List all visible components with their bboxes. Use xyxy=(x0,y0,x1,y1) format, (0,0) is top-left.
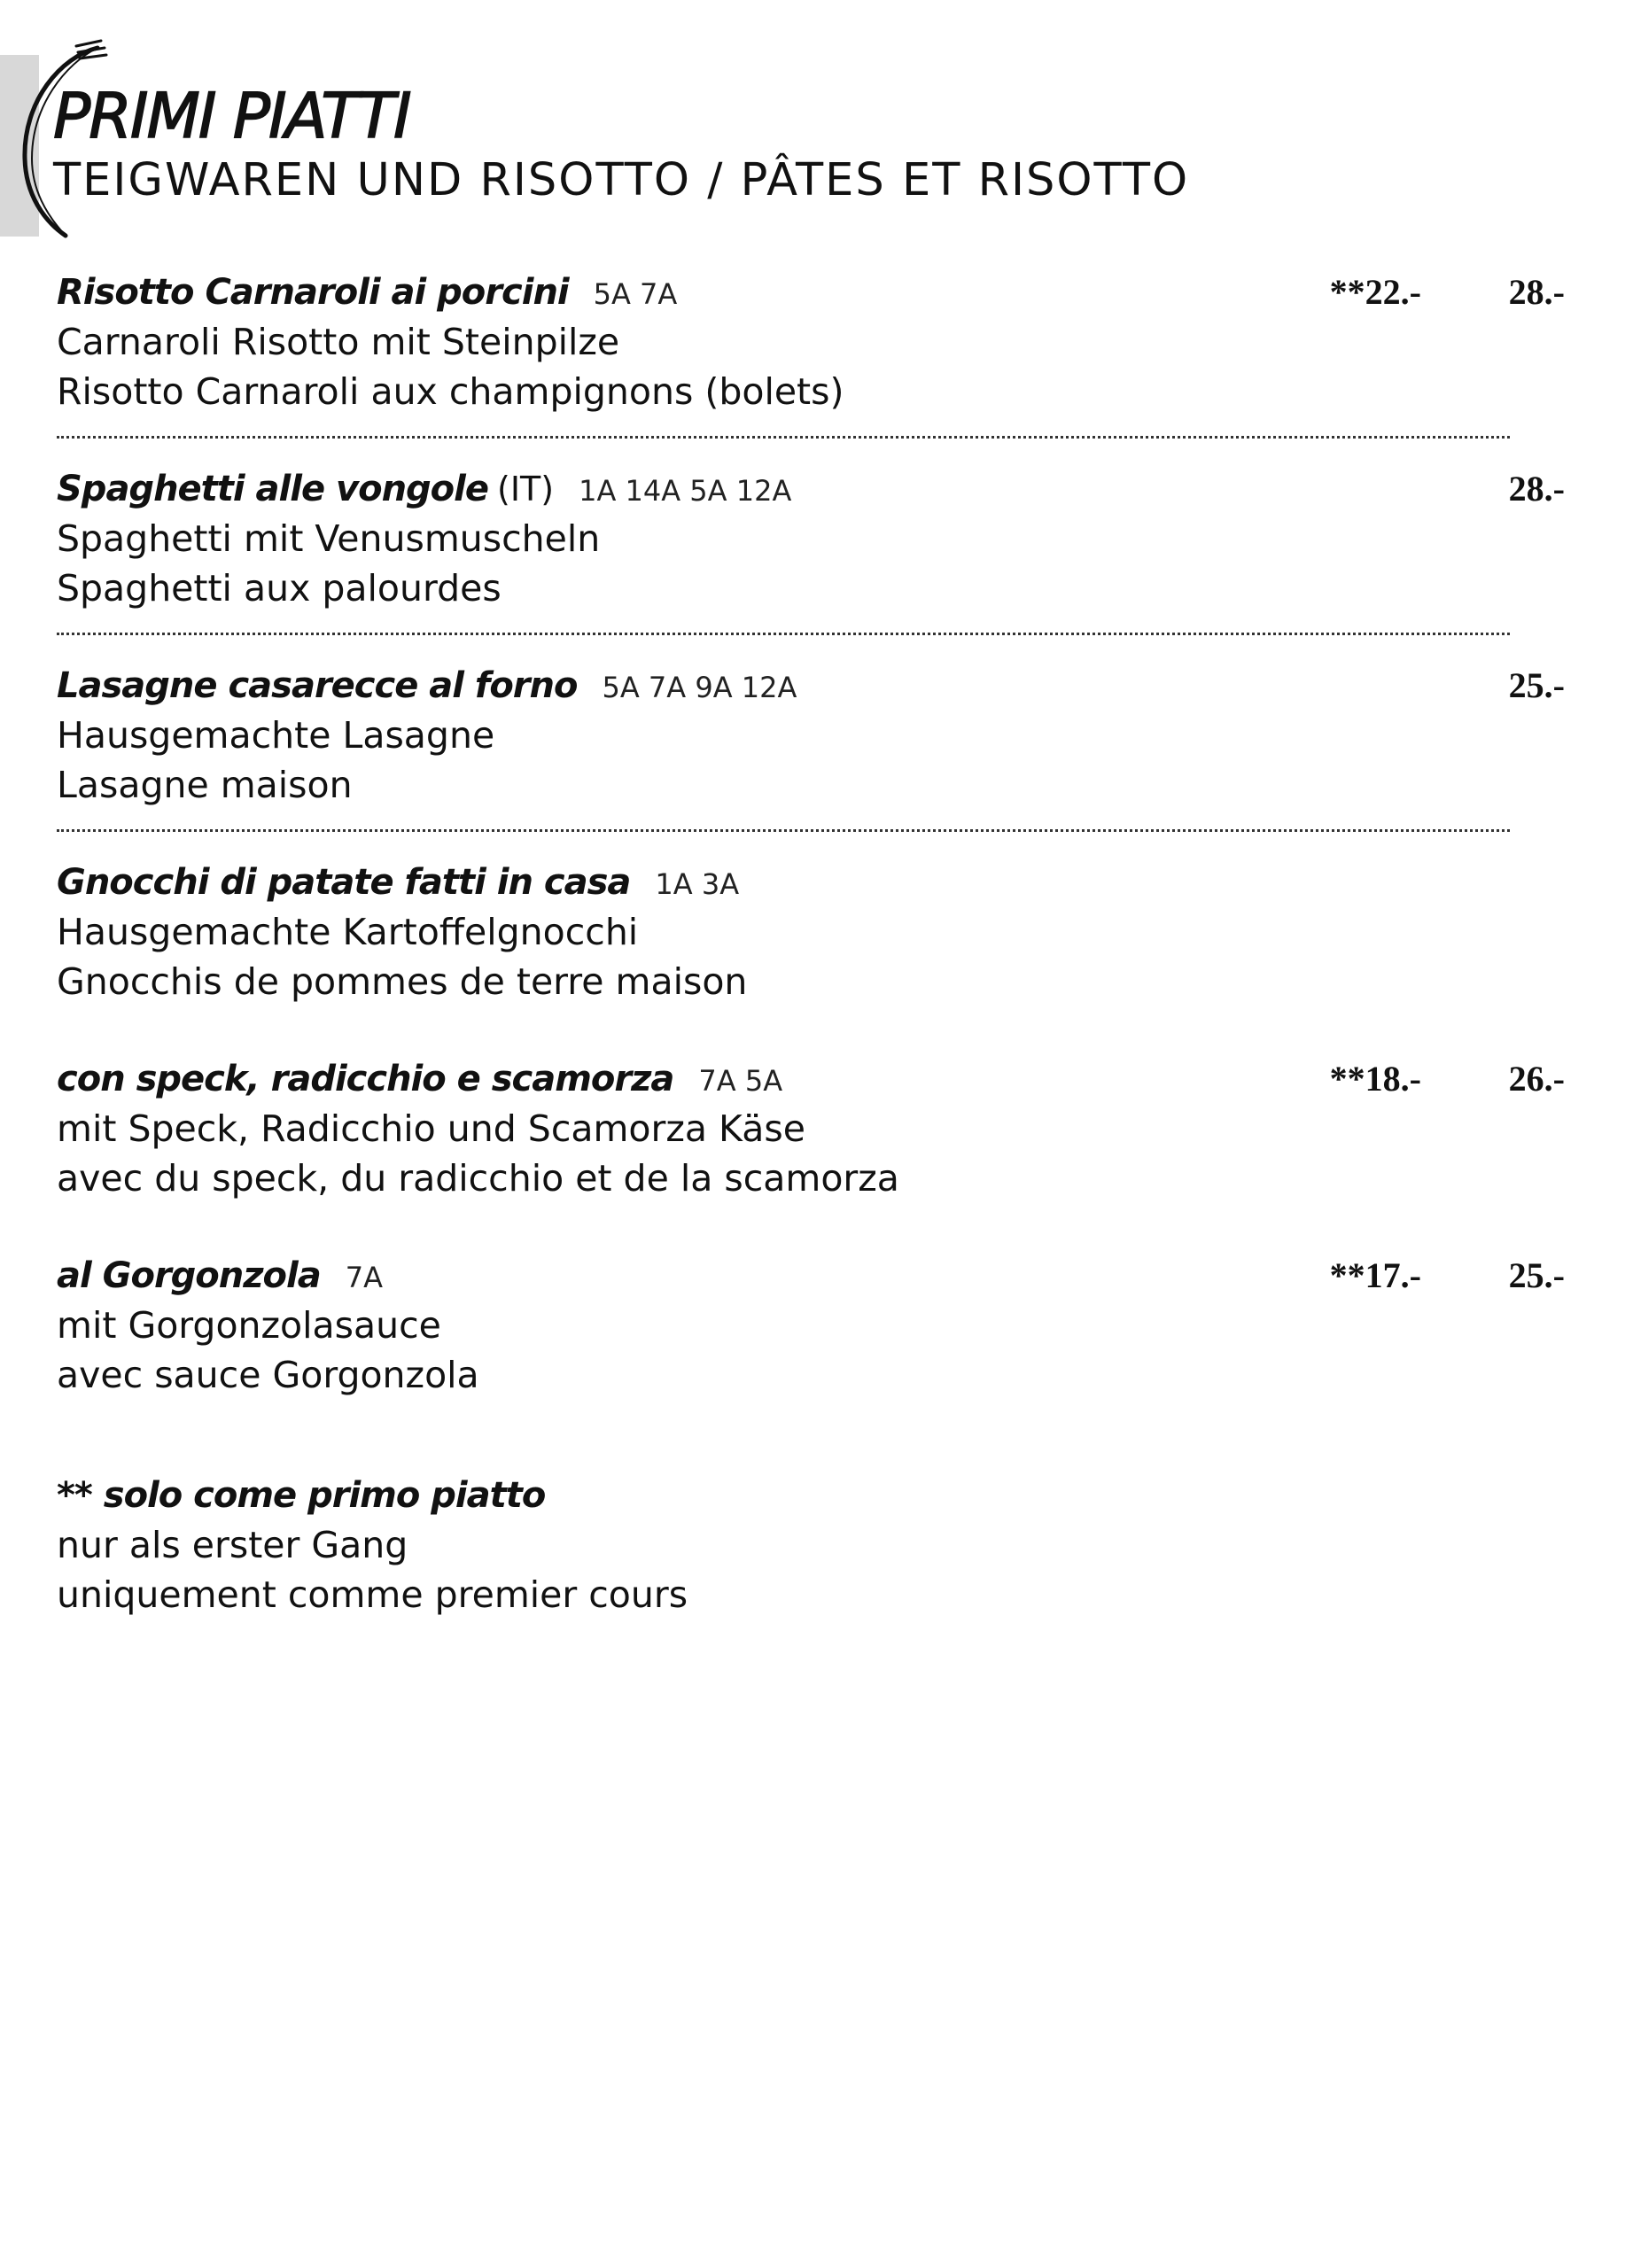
dotted-divider xyxy=(57,633,1510,635)
footnote-de: nur als erster Gang xyxy=(57,1524,408,1566)
item-name: con speck, radicchio e scamorza xyxy=(57,1059,674,1099)
footnote xyxy=(57,1471,1510,1619)
item-price-small: **22.- xyxy=(1329,272,1421,312)
item-name: Gnocchi di patate fatti in casa xyxy=(57,862,631,903)
item-desc-de: Spaghetti mit Venusmuscheln xyxy=(57,517,601,560)
item-name: Spaghetti alle vongole xyxy=(57,469,489,509)
item-price-large: 25.- xyxy=(1508,1255,1565,1295)
menu-item xyxy=(57,1251,1565,1400)
item-desc-fr: Spaghetti aux palourdes xyxy=(57,567,502,610)
item-allergens: 1A 3A xyxy=(655,867,740,901)
item-allergens: 5A 7A 9A 12A xyxy=(602,671,797,704)
item-desc-fr: avec sauce Gorgonzola xyxy=(57,1354,479,1396)
footnote-fr: uniquement comme premier cours xyxy=(57,1573,688,1616)
item-desc-fr: Risotto Carnaroli aux champignons (bolets) xyxy=(57,370,844,413)
item-desc-de: Carnaroli Risotto mit Steinpilze xyxy=(57,321,620,363)
item-allergens: 5A 7A xyxy=(593,277,678,311)
item-desc-fr: avec du speck, du radicchio et de la scamorza xyxy=(57,1157,899,1200)
item-price-large: 28.- xyxy=(1508,469,1565,509)
footnote-it: ** solo come primo piatto xyxy=(57,1475,546,1516)
menu-item xyxy=(57,661,1565,810)
item-desc-de: Hausgemachte Lasagne xyxy=(57,714,495,757)
page-title: PRIMI PIATTI xyxy=(53,80,410,152)
menu-item xyxy=(57,1054,1565,1203)
item-allergens: 7A xyxy=(345,1261,383,1294)
item-desc-fr: Gnocchis de pommes de terre maison xyxy=(57,960,748,1003)
menu-item xyxy=(57,268,1565,416)
item-price-large: 25.- xyxy=(1508,665,1565,705)
item-name: al Gorgonzola xyxy=(57,1255,321,1296)
item-desc-de: Hausgemachte Kartoffelgnocchi xyxy=(57,911,639,953)
menu-item xyxy=(57,464,1565,613)
dotted-divider xyxy=(57,829,1510,832)
item-desc-de: mit Speck, Radicchio und Scamorza Käse xyxy=(57,1107,805,1150)
item-desc-de: mit Gorgonzolasauce xyxy=(57,1304,441,1347)
page-subtitle: TEIGWAREN UND RISOTTO / PÂTES ET RISOTTO xyxy=(53,154,1190,206)
item-allergens: 1A 14A 5A 12A xyxy=(579,474,792,508)
item-price-large: 26.- xyxy=(1508,1059,1565,1099)
item-origin-note: (IT) xyxy=(497,470,555,509)
dotted-divider xyxy=(57,436,1510,439)
item-price-large: 28.- xyxy=(1508,272,1565,312)
item-allergens: 7A 5A xyxy=(698,1064,783,1098)
item-price-small: **18.- xyxy=(1329,1059,1421,1099)
menu-item xyxy=(57,858,1510,1006)
item-name: Risotto Carnaroli ai porcini xyxy=(57,272,569,313)
item-desc-fr: Lasagne maison xyxy=(57,764,353,806)
item-price-small: **17.- xyxy=(1329,1255,1421,1295)
item-name: Lasagne casarecce al forno xyxy=(57,665,578,706)
